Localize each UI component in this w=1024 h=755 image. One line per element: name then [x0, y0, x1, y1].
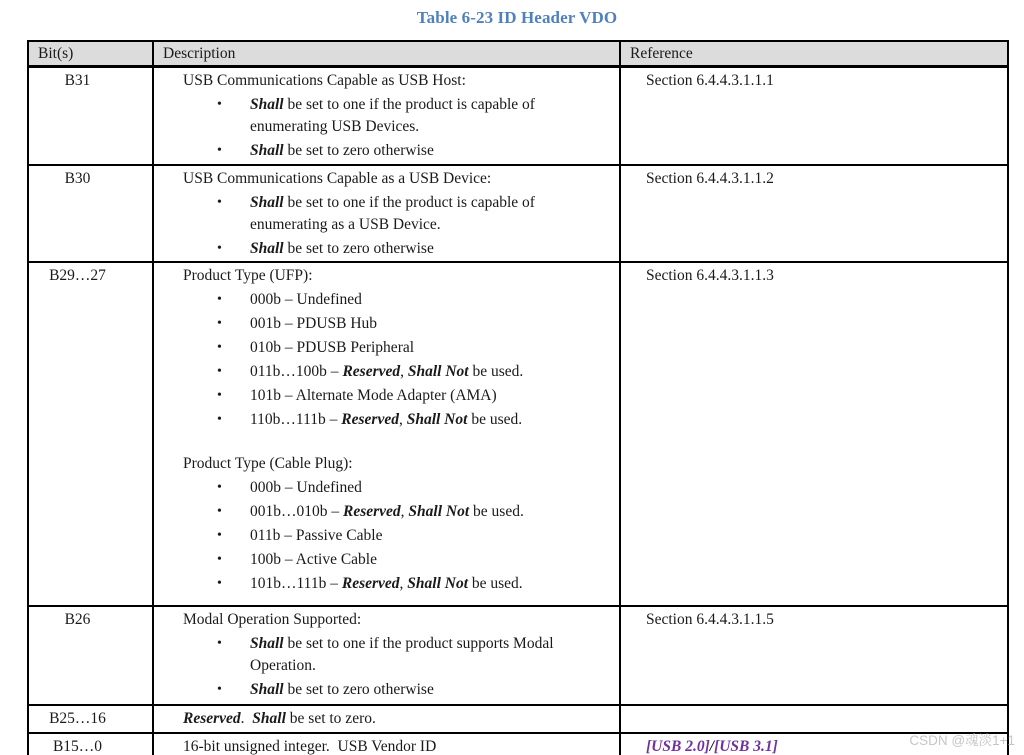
text-segment: USB Communications Capable as a USB Device: [183, 170, 492, 187]
bullet-item [217, 679, 611, 701]
text-segment: Product Type (Cable Plug): [183, 455, 353, 472]
text-segment: Shall [250, 142, 284, 159]
bullet-icon: • [217, 292, 222, 307]
bullet-text [250, 238, 611, 260]
bullet-icon: • [217, 576, 222, 591]
text-segment: Shall [250, 635, 284, 652]
text-segment: be used. [467, 411, 523, 428]
bullet-text [250, 501, 611, 523]
bullet-item [217, 238, 611, 260]
text-segment: be used. [469, 503, 524, 520]
description-cell [153, 165, 620, 262]
bullet-icon: • [217, 528, 222, 543]
bullet-icon: • [217, 636, 222, 651]
text-segment: Section 6.4.4.3.1.1.2 [646, 170, 774, 187]
bullet-icon: • [217, 195, 222, 210]
bullet-text [250, 679, 611, 701]
description-cell [153, 705, 620, 733]
table-body [28, 67, 1008, 755]
table-row [28, 705, 1008, 733]
text-segment: be set to zero otherwise [283, 681, 434, 698]
table-row [28, 262, 1008, 606]
bits-cell: B15…0 [28, 733, 153, 755]
bullet-item [217, 140, 611, 162]
text-segment: be set to one if the product is capable of enumerating USB Devices. [250, 96, 535, 135]
table-row [28, 733, 1008, 755]
column-header-bits: Bit(s) [28, 41, 153, 67]
description-paragraph [183, 453, 611, 475]
description-paragraph [183, 70, 611, 92]
bullet-text [250, 633, 611, 677]
text-segment: USB Communications Capable as USB Host: [183, 72, 466, 89]
bullet-text [250, 525, 611, 547]
text-segment: Reserved [341, 575, 400, 592]
bullet-item [217, 501, 611, 523]
text-segment: [USB 3.1] [714, 738, 778, 755]
table-header-row [28, 41, 1008, 67]
text-segment: . [240, 710, 253, 727]
bullet-item [217, 409, 611, 431]
bullet-text [250, 573, 611, 595]
text-segment: 011b – Passive Cable [250, 527, 383, 544]
text-segment: Shall [250, 194, 284, 211]
text-segment: be used. [468, 363, 524, 380]
column-header-reference: Reference [620, 41, 1008, 67]
text-segment: Shall [250, 681, 284, 698]
table-caption: Table 6-23 ID Header VDO [416, 8, 618, 27]
bullet-item [217, 94, 611, 138]
bullet-item [217, 525, 611, 547]
text-segment: Shall [252, 710, 286, 727]
bullet-text [250, 289, 611, 311]
id-header-vdo-table [27, 40, 1009, 755]
text-segment: , [400, 363, 408, 380]
table-row [28, 606, 1008, 705]
text-segment: 101b – Alternate Mode Adapter (AMA) [250, 387, 497, 404]
bullet-icon: • [217, 480, 222, 495]
text-segment: Section 6.4.4.3.1.1.3 [646, 267, 774, 284]
bullet-text [250, 385, 611, 407]
bits-cell: B25…16 [28, 705, 153, 733]
csdn-watermark: CSDN @魂淡1+1 [909, 733, 1015, 748]
text-segment: Reserved [342, 363, 401, 380]
text-segment: 000b – Undefined [250, 291, 362, 308]
text-segment: , [400, 503, 409, 520]
text-segment: [USB 2.0] [646, 738, 710, 755]
bullet-item [217, 549, 611, 571]
bullet-text [250, 94, 611, 138]
bits-cell: B30 [28, 165, 153, 262]
text-segment: be used. [468, 575, 523, 592]
text-segment: , [399, 575, 408, 592]
text-segment: Modal Operation Supported: [183, 611, 362, 628]
description-paragraph [183, 265, 611, 287]
text-segment: be set to zero otherwise [283, 142, 434, 159]
text-segment: 100b – Active Cable [250, 551, 377, 568]
bullet-item [217, 633, 611, 677]
bullet-icon: • [217, 388, 222, 403]
text-segment: 000b – Undefined [250, 479, 362, 496]
description-paragraph [183, 609, 611, 631]
text-segment: 110b…111b – [250, 411, 342, 428]
text-segment: be set to zero. [285, 710, 376, 727]
bullet-icon: • [217, 682, 222, 697]
text-segment: 001b…010b – [250, 503, 343, 520]
bullet-icon: • [217, 412, 222, 427]
bullet-item [217, 361, 611, 383]
description-paragraph [183, 708, 611, 730]
table-caption-wrap [27, 8, 1007, 28]
description-cell [153, 733, 620, 755]
paragraph-spacer [154, 431, 611, 453]
bullet-text [250, 361, 611, 383]
description-cell [153, 67, 620, 166]
text-segment: Shall [250, 240, 284, 257]
description-cell [153, 606, 620, 705]
bullet-item [217, 477, 611, 499]
bullet-icon: • [217, 241, 222, 256]
bullet-item [217, 337, 611, 359]
bullet-icon: • [217, 364, 222, 379]
text-segment: Shall [250, 96, 284, 113]
bullet-item [217, 573, 611, 595]
text-segment: Shall Not [407, 363, 469, 380]
text-segment: , [398, 411, 407, 428]
bullet-text [250, 337, 611, 359]
bullet-icon: • [217, 316, 222, 331]
reference-cell [620, 165, 1008, 262]
bullet-item [217, 192, 611, 236]
description-paragraph [183, 168, 611, 190]
text-segment: be set to one if the product supports Modal Operation. [250, 635, 554, 674]
reference-cell [620, 262, 1008, 606]
text-segment: Shall Not [407, 575, 469, 592]
bullet-item [217, 385, 611, 407]
bullet-text [250, 409, 611, 431]
bullet-item [217, 313, 611, 335]
text-segment: Section 6.4.4.3.1.1.1 [646, 72, 774, 89]
bullet-icon: • [217, 143, 222, 158]
reference-cell [620, 606, 1008, 705]
text-segment: Shall Not [408, 503, 470, 520]
text-segment: 16-bit unsigned integer. USB Vendor ID [183, 738, 437, 755]
bits-cell: B29…27 [28, 262, 153, 606]
text-segment: Reserved [183, 710, 241, 727]
bullet-icon: • [217, 97, 222, 112]
bullet-icon: • [217, 504, 222, 519]
table-row [28, 67, 1008, 166]
text-segment: Section 6.4.4.3.1.1.5 [646, 611, 774, 628]
column-header-description: Description [153, 41, 620, 67]
bullet-icon: • [217, 552, 222, 567]
text-segment: be set to zero otherwise [283, 240, 434, 257]
description-cell [153, 262, 620, 606]
description-paragraph [183, 736, 611, 755]
bullet-text [250, 140, 611, 162]
bits-cell: B31 [28, 67, 153, 166]
text-segment: Shall Not [406, 411, 468, 428]
table-row [28, 165, 1008, 262]
text-segment: 001b – PDUSB Hub [250, 315, 378, 332]
text-segment: be set to one if the product is capable of enumerating as a USB Device. [250, 194, 535, 233]
bullet-text [250, 549, 611, 571]
text-segment: / [709, 738, 715, 755]
text-segment: Product Type (UFP): [183, 267, 313, 284]
text-segment: 011b…100b – [250, 363, 343, 380]
reference-cell [620, 67, 1008, 166]
bullet-item [217, 289, 611, 311]
text-segment: Reserved [341, 411, 399, 428]
text-segment: 010b – PDUSB Peripheral [250, 339, 415, 356]
text-segment: 101b…111b – [250, 575, 342, 592]
bits-cell: B26 [28, 606, 153, 705]
bullet-text [250, 192, 611, 236]
bullet-text [250, 313, 611, 335]
bullet-icon: • [217, 340, 222, 355]
bullet-text [250, 477, 611, 499]
text-segment: Reserved [343, 503, 401, 520]
